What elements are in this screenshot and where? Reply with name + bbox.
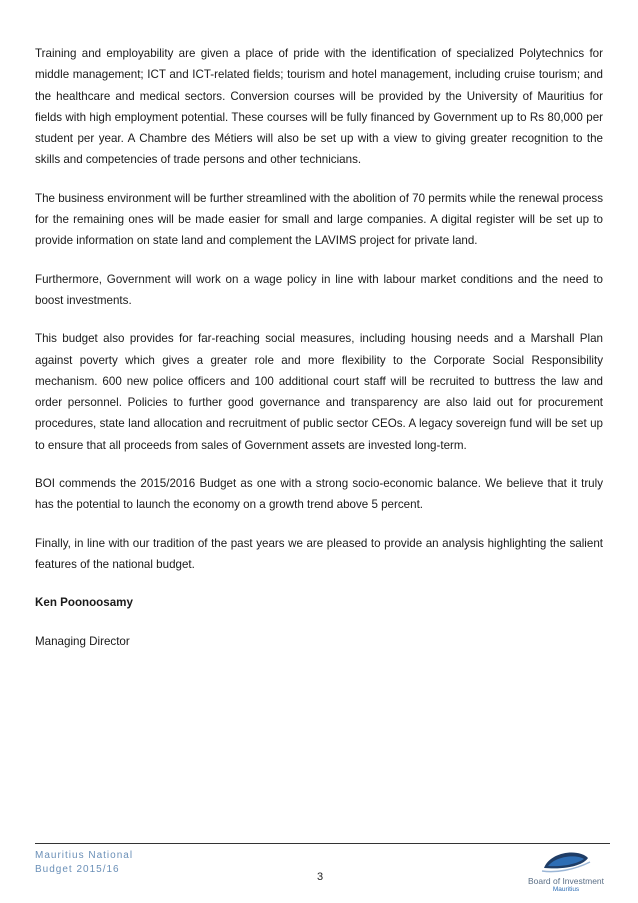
footer-document-title xyxy=(35,849,133,877)
paragraph-boi-commends: BOI commends the 2015/2016 Budget as one with a strong socio-economic balance. We believe that it truly has the potential to launch the economy on a growth trend above 5 percent. xyxy=(35,477,603,512)
logo-subtext: Mauritius xyxy=(552,886,580,893)
signature-name: Ken Poonoosamy xyxy=(35,596,133,610)
paragraph-social-measures: This budget also provides for far-reaching social measures, including housing needs and a Marshall Plan against poverty which gives a greater role and more flexibility to the Corporate Social Responsibility mechanism. 600 new police officers and 100 additional court staff will be recruited to buttress the law and order personnel. Policies to further good governance and transparency are also laid out for procurement procedures, state land allocation and recruitment of public sector CEOs. A legacy sovereign fund will be set up to ensure that all proceeds from sales of Government assets are invested long-term. xyxy=(35,332,603,452)
footer-divider xyxy=(35,843,610,844)
signature-title: Managing Director xyxy=(35,634,130,648)
paragraph-training: Training and employability are given a place of pride with the identification of specialized Polytechnics for middle management; ICT and ICT-related fields; tourism and hotel management, including cruise tourism; and the healthcare and medical sectors. Conversion courses will be provided by the University of Mauritius for fields with high employment potential. These courses will be fully financed by Government up to Rs 80,000 per student per year. A Chambre des Métiers will also be set up with a view to giving greater recognition to the skills and competencies of trade persons and other technicians. xyxy=(35,47,603,167)
paragraph-analysis: Finally, in line with our tradition of the past years we are pleased to provide an analysis highlighting the salient features of the national budget. xyxy=(35,536,603,571)
footer-title-line2: Budget 2015/16 xyxy=(35,864,120,875)
document-body xyxy=(35,43,603,669)
footer-title-line1: Mauritius National xyxy=(35,850,134,861)
page-number: 3 xyxy=(316,871,324,883)
paragraph-business-environment: The business environment will be further streamlined with the abolition of 70 permits while the renewal process for the remaining ones will be made easier for small and large companies. A digital register will be set up to provide information on state land and complement the LAVIMS project for private land. xyxy=(35,191,603,248)
board-of-investment-logo xyxy=(520,846,612,901)
paragraph-wage-policy: Furthermore, Government will work on a wage policy in line with labour market conditions and the need to boost investments. xyxy=(35,272,603,307)
logo-emblem-icon xyxy=(540,846,592,876)
logo-text: Board of Investment xyxy=(527,876,605,886)
